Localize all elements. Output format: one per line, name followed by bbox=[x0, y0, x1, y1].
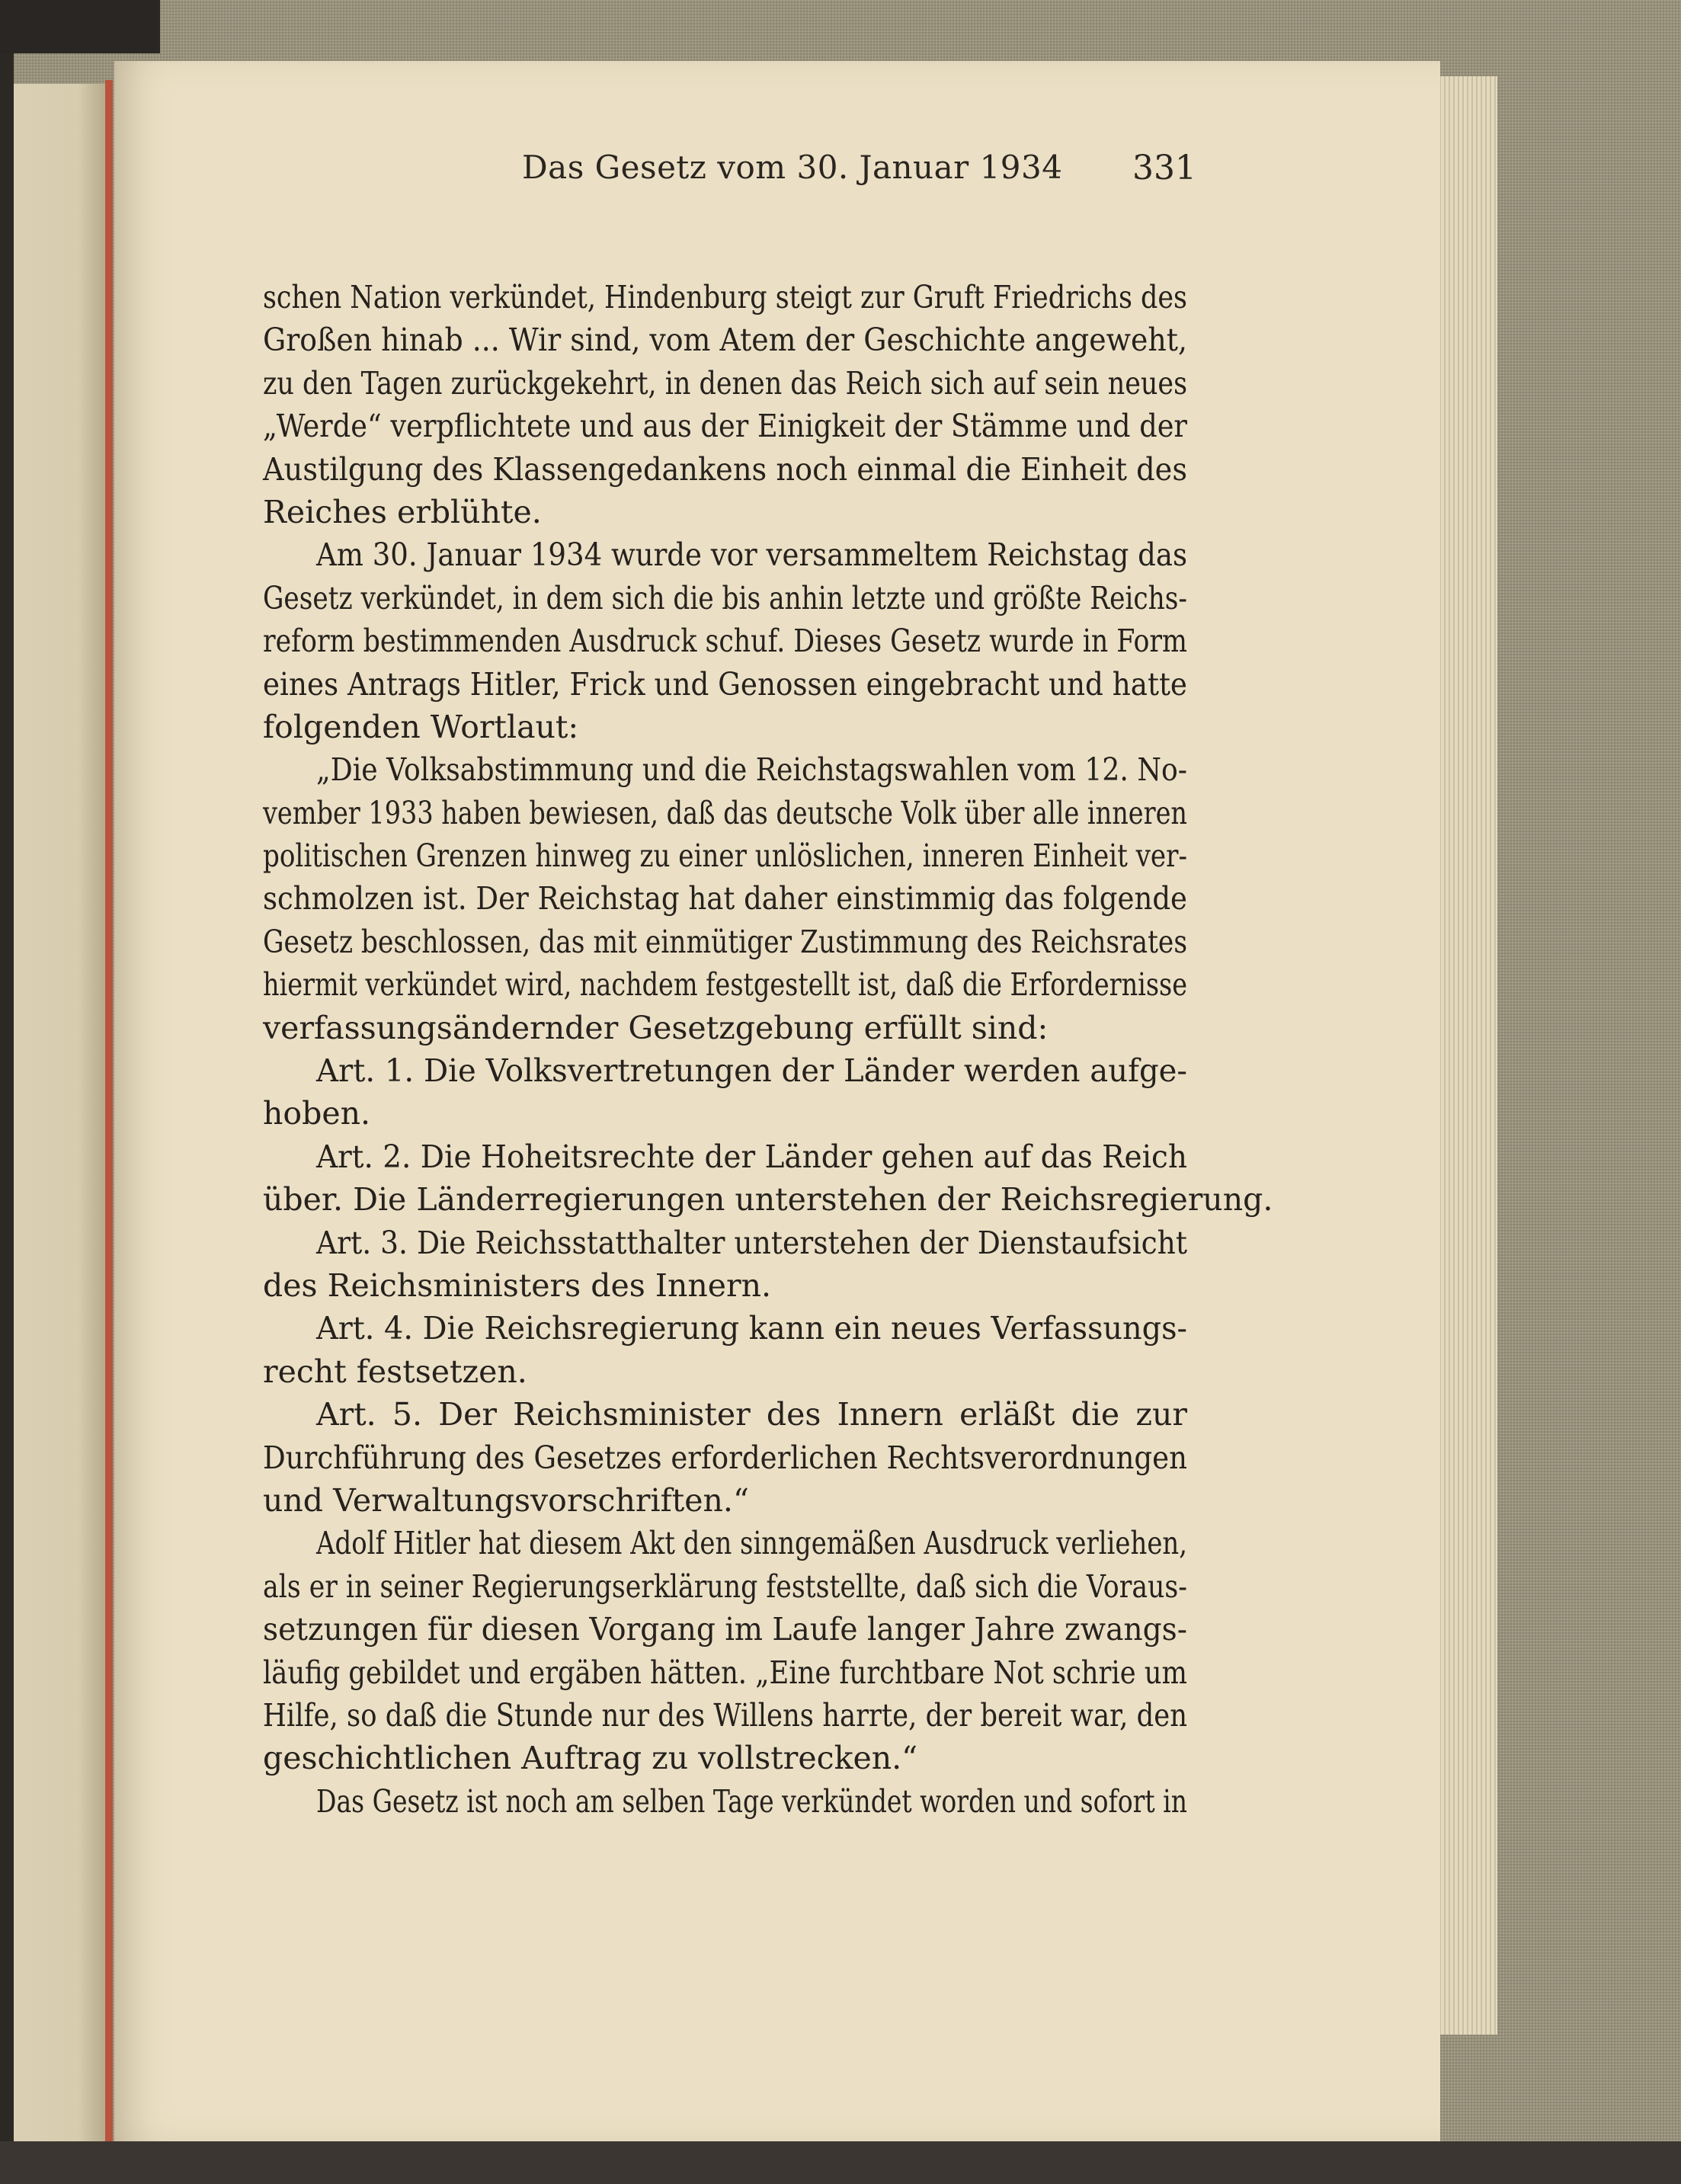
book-edge-shadow-top bbox=[0, 0, 160, 53]
text-line: setzungen für diesen Vorgang im Laufe langer Jahre zwangs- bbox=[263, 1611, 1187, 1648]
text-line: vember 1933 haben bewiesen, daß das deutsche Volk über alle inneren bbox=[263, 794, 1187, 831]
text-line: Art. 5. Der Reichsminister des Innern erläßt die zur bbox=[316, 1396, 1187, 1433]
body-text bbox=[263, 276, 1273, 1823]
text-line: politischen Grenzen hinweg zu einer unlöslichen, inneren Einheit ver- bbox=[263, 837, 1187, 875]
text-line: Art. 1. Die Volksvertretungen der Länder werden aufge- bbox=[316, 1052, 1187, 1090]
text-line: recht festsetzen. bbox=[263, 1353, 527, 1390]
text-line: Art. 3. Die Reichsstatthalter unterstehen der Dienstaufsicht bbox=[316, 1224, 1187, 1261]
text-line: Großen hinab ... Wir sind, vom Atem der Geschichte angeweht, bbox=[263, 322, 1187, 359]
text-line: zu den Tagen zurückgekehrt, in denen das Reich sich auf sein neues bbox=[263, 364, 1187, 402]
book-edge-shadow bbox=[0, 0, 14, 2184]
text-line: über. Die Länderregierungen unterstehen der Reichsregierung. bbox=[263, 1181, 1273, 1218]
text-line: folgenden Wortlaut: bbox=[263, 708, 579, 745]
book-edge-shadow-bottom bbox=[0, 2141, 1681, 2184]
text-line: Das Gesetz ist noch am selben Tage verkündet worden und sofort in bbox=[316, 1782, 1187, 1820]
page-number: 331 bbox=[1132, 149, 1196, 187]
text-line: verfassungsändernder Gesetzgebung erfüllt sind: bbox=[263, 1009, 1049, 1046]
text-line: läufig gebildet und ergäben hätten. „Eine furchtbare Not schrie um bbox=[263, 1654, 1187, 1691]
text-line: Gesetz beschlossen, das mit einmütiger Zustimmung des Reichsrates bbox=[263, 923, 1187, 960]
text-line: eines Antrags Hitler, Frick und Genossen eingebracht und hatte bbox=[263, 665, 1187, 703]
text-line: reform bestimmenden Ausdruck schuf. Dieses Gesetz wurde in Form bbox=[263, 623, 1187, 660]
text-line: schen Nation verkündet, Hindenburg steigt zur Gruft Friedrichs des bbox=[263, 279, 1187, 315]
text-line: des Reichsministers des Innern. bbox=[263, 1267, 772, 1304]
text-line: geschichtlichen Auftrag zu vollstrecken.“ bbox=[263, 1740, 918, 1777]
text-line: Austilgung des Klassengedankens noch einmal die Einheit des bbox=[263, 450, 1187, 488]
page-header bbox=[396, 149, 1196, 194]
text-line: hoben. bbox=[263, 1095, 371, 1132]
text-line: hiermit verkündet wird, nachdem festgestellt ist, daß die Erfordernisse bbox=[263, 966, 1187, 1004]
text-line: schmolzen ist. Der Reichstag hat daher einstimmig das folgende bbox=[263, 880, 1187, 917]
text-line: Adolf Hitler hat diesem Akt den sinngemäßen Ausdruck verliehen, bbox=[316, 1525, 1187, 1562]
text-line: „Werde“ verpflichtete und aus der Einigkeit der Stämme und der bbox=[263, 408, 1187, 445]
text-line: Am 30. Januar 1934 wurde vor versammeltem Reichstag das bbox=[316, 536, 1187, 574]
page-stack-edge bbox=[1436, 76, 1497, 2035]
text-line: Durchführung des Gesetzes erforderlichen Rechtsverordnungen bbox=[263, 1439, 1187, 1476]
text-line: als er in seiner Regierungserklärung feststellte, daß sich die Voraus- bbox=[263, 1568, 1187, 1605]
text-line: und Verwaltungsvorschriften.“ bbox=[263, 1481, 749, 1519]
running-title: Das Gesetz vom 30. Januar 1934 bbox=[522, 149, 1063, 186]
text-line: Reiches erblühte. bbox=[263, 493, 542, 530]
spine-red-edge bbox=[105, 80, 113, 2141]
text-line: Art. 2. Die Hoheitsrechte der Länder gehen auf das Reich bbox=[316, 1138, 1187, 1175]
text-line: Art. 4. Die Reichsregierung kann ein neues Verfassungs- bbox=[316, 1310, 1187, 1347]
text-line: Gesetz verkündet, in dem sich die bis anhin letzte und größte Reichs- bbox=[263, 579, 1187, 616]
facing-page-edge bbox=[14, 84, 105, 2141]
text-line: Hilfe, so daß die Stunde nur des Willens harrte, der bereit war, den bbox=[263, 1696, 1187, 1734]
text-line: „Die Volksabstimmung und die Reichstagswahlen vom 12. No- bbox=[316, 751, 1187, 789]
